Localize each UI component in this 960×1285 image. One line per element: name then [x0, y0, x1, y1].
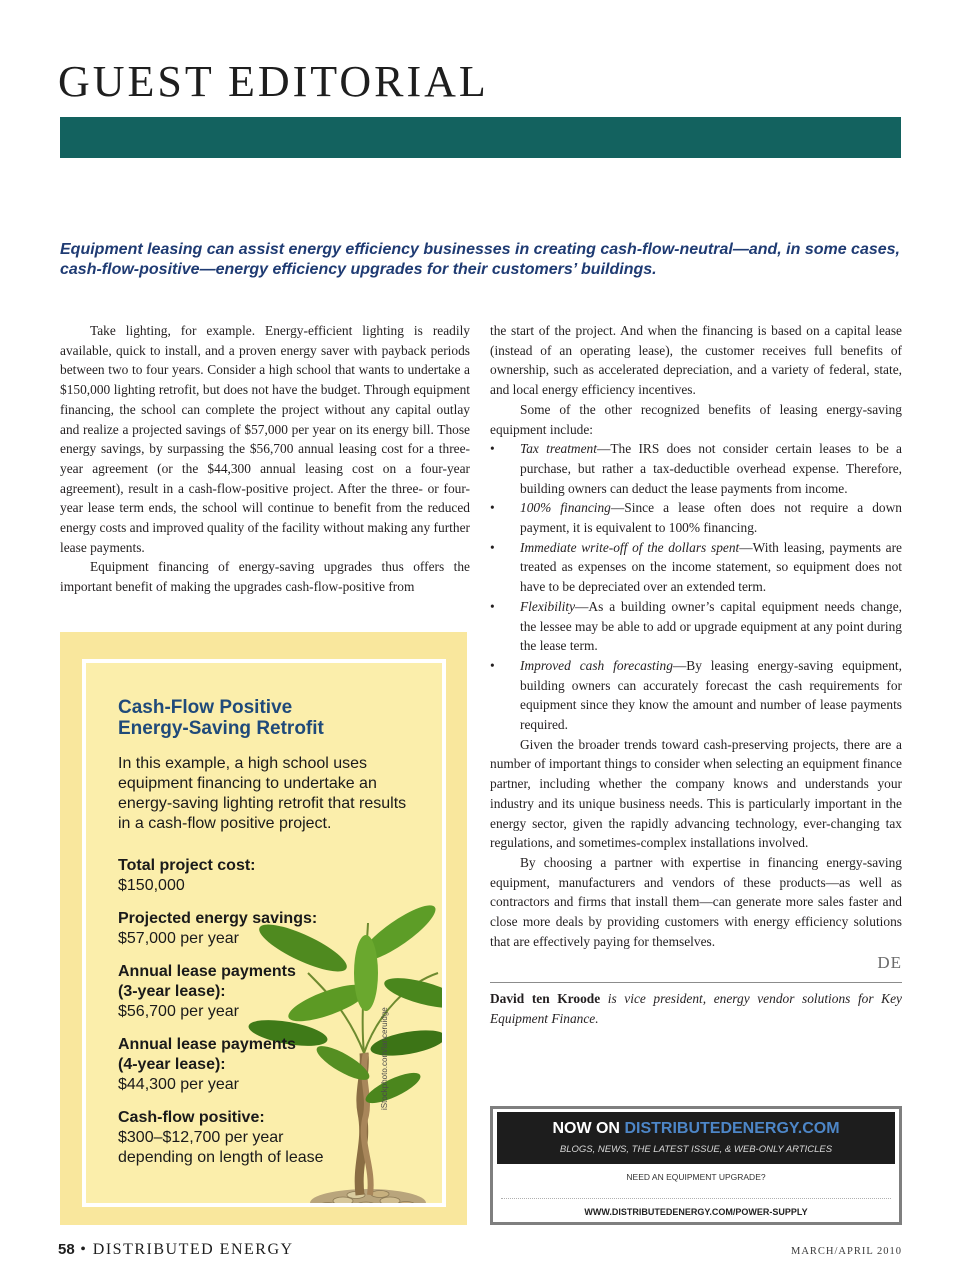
- sidebar-fact: [118, 909, 418, 949]
- promo-subline: BLOGS, NEWS, THE LATEST ISSUE, & WEB-ONLY ARTICLES: [559, 1144, 833, 1155]
- promo-divider: [501, 1198, 891, 1199]
- bullet-glyph: •: [490, 598, 495, 614]
- issue-date: MARCH/APRIL 2010: [791, 1246, 902, 1257]
- list-item-term: 100% financing: [520, 500, 611, 516]
- website-promo-box[interactable]: [490, 1106, 902, 1225]
- bullet-glyph: •: [490, 500, 495, 516]
- sidebar-inner-panel: [82, 659, 446, 1207]
- page-footer-left: [58, 1241, 294, 1259]
- bullet-glyph: •: [490, 657, 495, 673]
- sidebar-fact-label: Projected energy savings:: [118, 910, 318, 927]
- list-item-text: —The IRS does not consider certain leases to be a purchase, but rather a tax-deductible overhead expense. Therefore, building owners can deduct the lease payments from income.: [520, 441, 902, 496]
- sidebar-fact-label: Total project cost:: [118, 857, 256, 874]
- body-paragraph: Equipment financing of energy-saving upgrades thus offers the important benefit of making the upgrades cash-flow-positive from: [60, 559, 470, 595]
- list-item-term: Flexibility: [520, 598, 576, 614]
- sidebar-intro: In this example, a high school uses equipment financing to undertake an energy-saving lighting retrofit that results in a cash-flow positive project.: [118, 755, 407, 832]
- header-color-bar: [60, 117, 901, 158]
- list-item: [490, 439, 902, 498]
- footer-separator: •: [80, 1241, 88, 1258]
- sidebar-fact-value: $300–$12,700 per year depending on length of lease: [118, 1129, 324, 1166]
- sidebar-fact-value: $57,000 per year: [118, 930, 239, 947]
- benefits-list: [490, 439, 902, 735]
- end-mark: DE: [877, 952, 902, 972]
- promo-banner: [497, 1112, 895, 1164]
- sidebar-fact: [118, 962, 308, 1022]
- bullet-glyph: •: [490, 539, 495, 555]
- body-paragraph: Some of the other recognized benefits of leasing energy-saving equipment include:: [490, 401, 902, 437]
- sidebar-title: [118, 697, 418, 739]
- author-description: is vice president, energy vendor solutions for Key Equipment Finance.: [490, 990, 902, 1026]
- promo-headline: [497, 1120, 895, 1138]
- list-item-term: Tax treatment: [520, 441, 597, 457]
- list-item: [490, 498, 902, 537]
- list-item: [490, 597, 902, 656]
- sidebar-fact-value: $44,300 per year: [118, 1076, 239, 1093]
- sidebar-fact-value: $56,700 per year: [118, 1003, 239, 1020]
- bullet-glyph: •: [490, 441, 495, 457]
- promo-now-on: NOW ON: [552, 1120, 625, 1137]
- author-name: David ten Kroode: [490, 990, 601, 1006]
- publication-name: DISTRIBUTED ENERGY: [92, 1241, 294, 1258]
- promo-question: NEED AN EQUIPMENT UPGRADE?: [626, 1172, 766, 1182]
- body-paragraph: Given the broader trends toward cash-preserving projects, there are a number of important things to consider when selecting an equipment finance partner, including whether the company knows and understands your industry and its unique business needs. This is particularly important in the energy sector, given the rapidly advancing technology, ever-changing tax regulations, and sometimes-complex installations involved.: [490, 736, 902, 851]
- author-bio: [490, 989, 902, 1029]
- promo-url-link[interactable]: WWW.DISTRIBUTEDENERGY.COM/POWER-SUPPLY: [584, 1207, 808, 1217]
- section-title: GUEST EDITORIAL: [58, 57, 489, 106]
- page-number: 58: [58, 1241, 75, 1258]
- list-item-text: —As a building owner’s capital equipment needs change, the lessee may be able to add or upgrade equipment at any point during the lease term.: [520, 598, 902, 654]
- sidebar-content: [118, 697, 418, 1168]
- list-item-term: Improved cash forecasting: [520, 657, 673, 673]
- sidebar-fact: [118, 1108, 343, 1168]
- sidebar-fact-label: Cash-flow positive:: [118, 1109, 265, 1126]
- sidebar-fact-label: Annual lease payments (4-year lease):: [118, 1036, 296, 1073]
- body-paragraph: By choosing a partner with expertise in financing energy-saving equipment, manufacturers and vendors of these products—as well as contractors and firms that install them—can generate more sales faster and close more deals by providing customers with energy efficiency solutions that are effectively paying for themselves.: [490, 854, 902, 949]
- sidebar-fact-label: Annual lease payments (3-year lease):: [118, 963, 296, 1000]
- sidebar-title-line: Cash-Flow Positive: [118, 697, 293, 718]
- bio-divider: [490, 982, 902, 983]
- photo-credit: iStockphoto.com/lanceruidge: [380, 1007, 389, 1110]
- article-deck: Equipment leasing can assist energy efficiency businesses in creating cash-flow-neutral—and, in some cases, cash-flow-positive—energy efficiency upgrades for their customers’ buildings.: [60, 241, 900, 278]
- body-paragraph: the start of the project. And when the financing is based on a capital lease (instead of an operating lease), the customer receives full benefits of ownership, such as accelerated depreciation, and a variety of federal, state, and local energy efficiency incentives.: [490, 323, 902, 398]
- list-item-text: —With leasing, payments are treated as expenses on the income statement, so equipment does not have to be depreciated over an extended term.: [520, 539, 902, 595]
- body-paragraph: Take lighting, for example. Energy-efficient lighting is readily available, quick to install, and a proven energy saver with payback periods between two to four years. Consider a high school that wants to undertake a $150,000 lighting retrofit, but does not have the budget. Through equipment financing, the school can complete the project without any capital outlay and realize a projected savings of $57,000 per year on its energy bill. Those energy savings, by surpassing the $56,700 annual leasing cost for a three-year agreement (or the $44,300 annual leasing cost on a four-year agreement), result in a cash-flow-positive project. After the three- or four-year lease term ends, the school will continue to benefit from the reduced energy costs and improved quality of the facility without making any further lease payments.: [60, 323, 470, 555]
- list-item: [490, 538, 902, 597]
- promo-site-link[interactable]: DISTRIBUTEDENERGY.COM: [624, 1120, 840, 1137]
- sidebar-box: [60, 632, 467, 1225]
- sidebar-title-line: Energy-Saving Retrofit: [118, 718, 324, 739]
- list-item-term: Immediate write-off of the dollars spent: [520, 539, 740, 555]
- sidebar-fact: [118, 856, 418, 896]
- list-item: [490, 656, 902, 735]
- sidebar-fact-value: $150,000: [118, 877, 185, 894]
- sidebar-fact: [118, 1035, 308, 1095]
- right-column: [490, 321, 902, 1029]
- left-column: [60, 321, 470, 597]
- list-item-text: —Since a lease often does not require a down payment, it is equivalent to 100% financing.: [520, 500, 902, 536]
- list-item-text: —By leasing energy-saving equipment, building owners can accurately forecast the cash requirements for equipment since they know the amount and number of lease payments required.: [520, 657, 902, 733]
